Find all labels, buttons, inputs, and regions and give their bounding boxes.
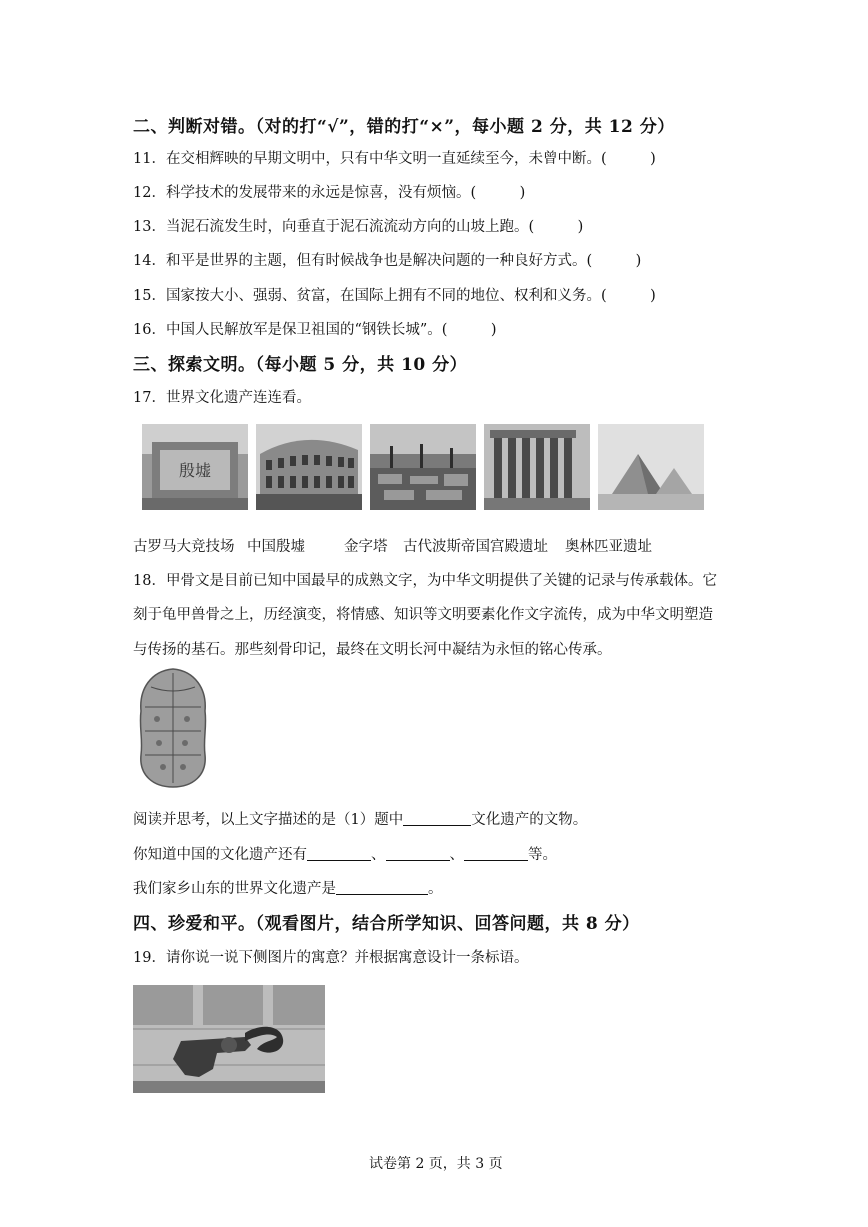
question-18-line-3: 与传扬的基石。那些刻骨印记，最终在文明长河中凝结为永恒的铭心传承。 — [133, 642, 612, 658]
know-question-prefix: 你知道中国的文化遗产还有 — [133, 847, 307, 863]
question-11: 11．在交相辉映的早期文明中，只有中华文明一直延续至今，未曾中断。( ) — [133, 151, 656, 167]
oracle-bone-photo — [137, 667, 209, 789]
know-question-suffix: 等。 — [528, 847, 557, 863]
olympia-photo — [484, 424, 590, 510]
page-footer: 试卷第 2 页，共 3 页 — [369, 1156, 503, 1172]
question-15: 15．国家按大小、强弱、贫富，在国际上拥有不同的地位、权利和义务。( ) — [133, 288, 656, 304]
answer-blank-5[interactable] — [336, 880, 428, 896]
section-4-title: 四、珍爱和平。（观看图片，结合所学知识、回答问题，共 8 分） — [133, 914, 640, 934]
home-question — [133, 877, 443, 898]
question-18-line-2: 刻于龟甲兽骨之上，历经演变，将情感、知识等文明要素化作文字流传，成为中华文明塑造 — [133, 607, 713, 623]
question-13: 13．当泥石流发生时，向垂直于泥石流流动方向的山坡上跑。( ) — [133, 219, 584, 235]
svg-text:殷墟: 殷墟 — [178, 461, 212, 480]
home-question-suffix: 。 — [428, 881, 443, 897]
question-16: 16．中国人民解放军是保卫祖国的“钢铁长城”。( ) — [133, 322, 497, 338]
read-question-suffix: 文化遗产的文物。 — [471, 812, 588, 828]
answer-blank-3[interactable] — [386, 846, 450, 862]
know-separator-1: 、 — [371, 847, 386, 863]
question-14: 14．和平是世界的主题，但有时候战争也是解决问题的一种良好方式。( ) — [133, 253, 642, 269]
know-separator-2: 、 — [449, 847, 464, 863]
label-colosseum: 古罗马大竞技场 — [133, 539, 235, 555]
label-pyramid: 金字塔 — [344, 539, 388, 555]
question-19: 19．请你说一说下侧图片的寓意？并根据寓意设计一条标语。 — [133, 950, 529, 966]
read-question — [133, 808, 587, 829]
question-18-line-1: 18．甲骨文是目前已知中国最早的成熟文字，为中华文明提供了关键的记录与传承载体。它 — [133, 573, 717, 589]
colosseum-photo — [256, 424, 362, 510]
read-question-prefix: 阅读并思考，以上文字描述的是（1）题中 — [133, 812, 404, 828]
yinxu-photo — [142, 424, 248, 510]
pyramid-photo — [598, 424, 704, 510]
label-yinxu: 中国殷墟 — [247, 539, 305, 555]
question-17: 17．世界文化遗产连连看。 — [133, 390, 311, 406]
label-persepolis: 古代波斯帝国宫殿遗址 — [403, 539, 548, 555]
label-olympia: 奥林匹亚遗址 — [565, 539, 652, 555]
question-12: 12．科学技术的发展带来的永远是惊喜，没有烦恼。( ) — [133, 185, 526, 201]
know-question — [133, 843, 557, 864]
section-2-title: 二、判断对错。（对的打“√”，错的打“×”，每小题 2 分，共 12 分） — [133, 117, 675, 137]
non-violence-sculpture-photo — [133, 985, 325, 1093]
section-3-title: 三、探索文明。（每小题 5 分，共 10 分） — [133, 355, 468, 375]
answer-blank-1[interactable] — [403, 811, 471, 827]
home-question-prefix: 我们家乡山东的世界文化遗产是 — [133, 881, 336, 897]
answer-blank-2[interactable] — [307, 846, 371, 862]
persepolis-photo — [370, 424, 476, 510]
answer-blank-4[interactable] — [464, 846, 528, 862]
